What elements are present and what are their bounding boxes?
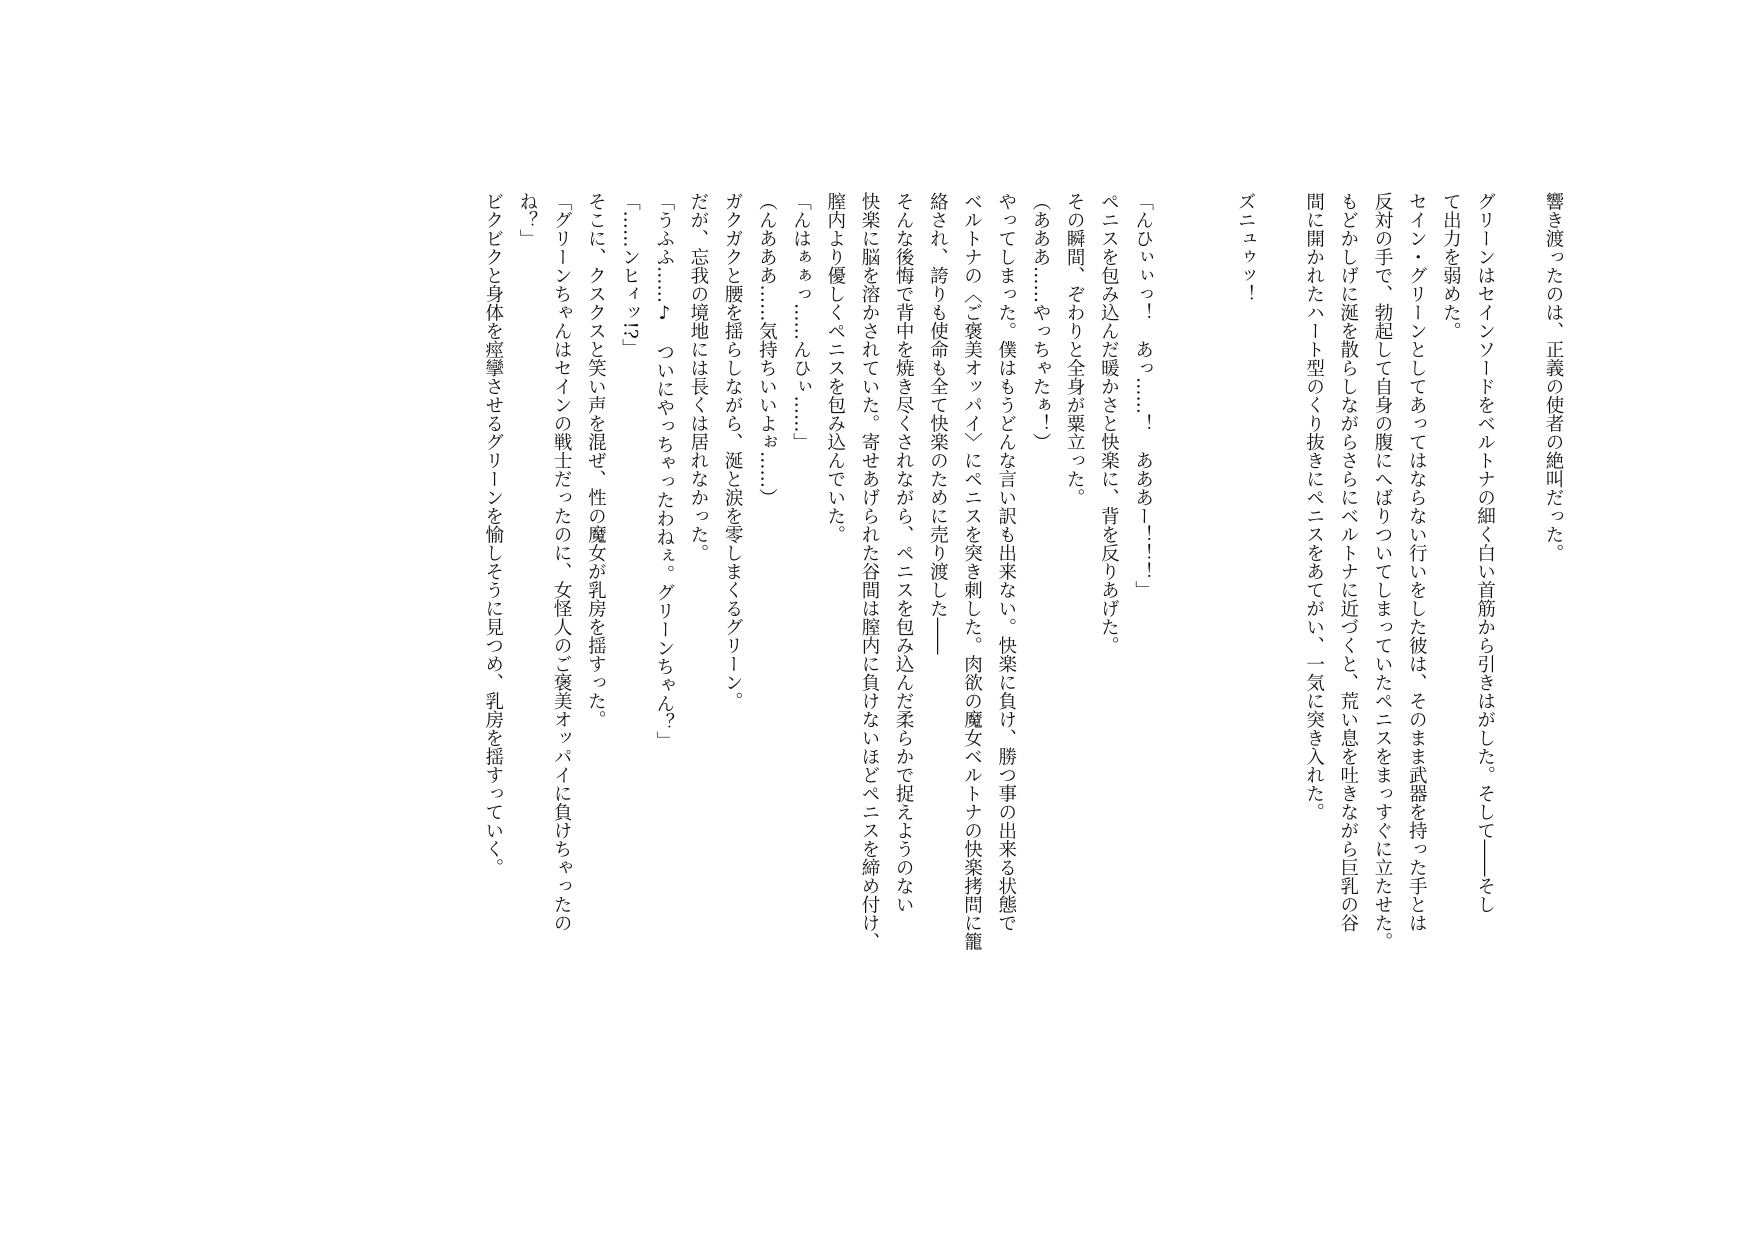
blank-line (1160, 192, 1194, 1072)
text-line: そこに、クスクスと笑い声を混ぜ、性の魔女が乳房を揺すった。 (585, 192, 607, 729)
text-line: 膣内より優しくペニスを包み込んでいた。 (824, 192, 846, 544)
text-line: （んあああ……気持ちいいよぉ……） (756, 192, 778, 507)
text-line: （あああ……やっちゃたぁ！） (1029, 192, 1051, 451)
text-line: 快楽に脳を溶かされていた。寄せあげられた谷間は膣内に負けないほどペニスを締め付け、 (858, 192, 880, 951)
text-line: だが、忘我の境地には長くは居れなかった。 (687, 192, 709, 562)
text-line: ビクビクと身体を痙攣させるグリーンを愉しそうに見つめ、乳房を揺すっていく。 (482, 192, 504, 877)
text-line: ベルトナの〈ご褒美オッパイ〉にペニスを突き刺した。肉欲の魔女ベルトナの快楽拷問に籠 (961, 192, 983, 951)
text-line: 間に開かれたハート型のくり抜きにペニスをあてがい、一気に突き入れた。 (1303, 192, 1325, 821)
text-line: 絡され、誇りも使命も全て快楽のために売り渡した―― (927, 192, 949, 655)
text-line: 響き渡ったのは、正義の使者の絶叫だった。 (1543, 192, 1564, 562)
blank-line (1502, 192, 1536, 1072)
vertical-text-body (476, 192, 1571, 1072)
text-line: て出力を弱めた。 (1440, 192, 1462, 340)
text-line: その瞬間、ぞわりと全身が粟立った。 (1064, 192, 1086, 507)
text-line: ガクガクと腰を揺らしながら、涎と涙を零しまくるグリーン。 (722, 192, 744, 710)
text-line: やってしまった。僕はもうどんな言い訳も出来ない。快楽に負け、勝つ事の出来る状態で (995, 192, 1017, 932)
text-line: 「……ンヒィッ!?」 (619, 192, 641, 358)
text-line: セイン・グリーンとしてあってはならない行いをした彼は、そのまま武器を持った手とは (1406, 192, 1428, 932)
text-line: 「うふふ……♪ ついにやっちゃったわねぇ。グリーンちゃん？」 (653, 192, 675, 750)
blank-line (1262, 192, 1296, 1072)
text-line: 「グリーンちゃんはセインの戦士だったのに、女怪人のご褒美オッパイに負けちゃったの (551, 192, 573, 932)
text-line: そんな後悔で背中を焼き尽くされながら、ペニスを包み込んだ柔らかで捉えようのない (893, 192, 915, 914)
blank-line (1194, 192, 1228, 1072)
text-line: 反対の手で、勃起して自身の腹にへばりついてしまっていたペニスをまっすぐに立たせた。 (1371, 192, 1393, 951)
text-line: ペニスを包み込んだ暖かさと快楽に、背を反りあげた。 (1098, 192, 1120, 655)
text-line: 「んひぃぃっ！ あっ……！ あああー！！！」 (1132, 192, 1154, 599)
text-line: ズニュゥッ！ (1235, 192, 1257, 303)
text-line: グリーンはセインソードをベルトナの細く白い首筋から引きはがした。そして――そし (1474, 192, 1496, 914)
text-line: 「んはぁぁっ……んひぃ……」 (790, 192, 812, 451)
text-line: もどかしげに涎を散らしながらさらにベルトナに近づくと、荒い息を吐きながら巨乳の谷 (1337, 192, 1359, 932)
text-line: ね？」 (516, 192, 538, 248)
